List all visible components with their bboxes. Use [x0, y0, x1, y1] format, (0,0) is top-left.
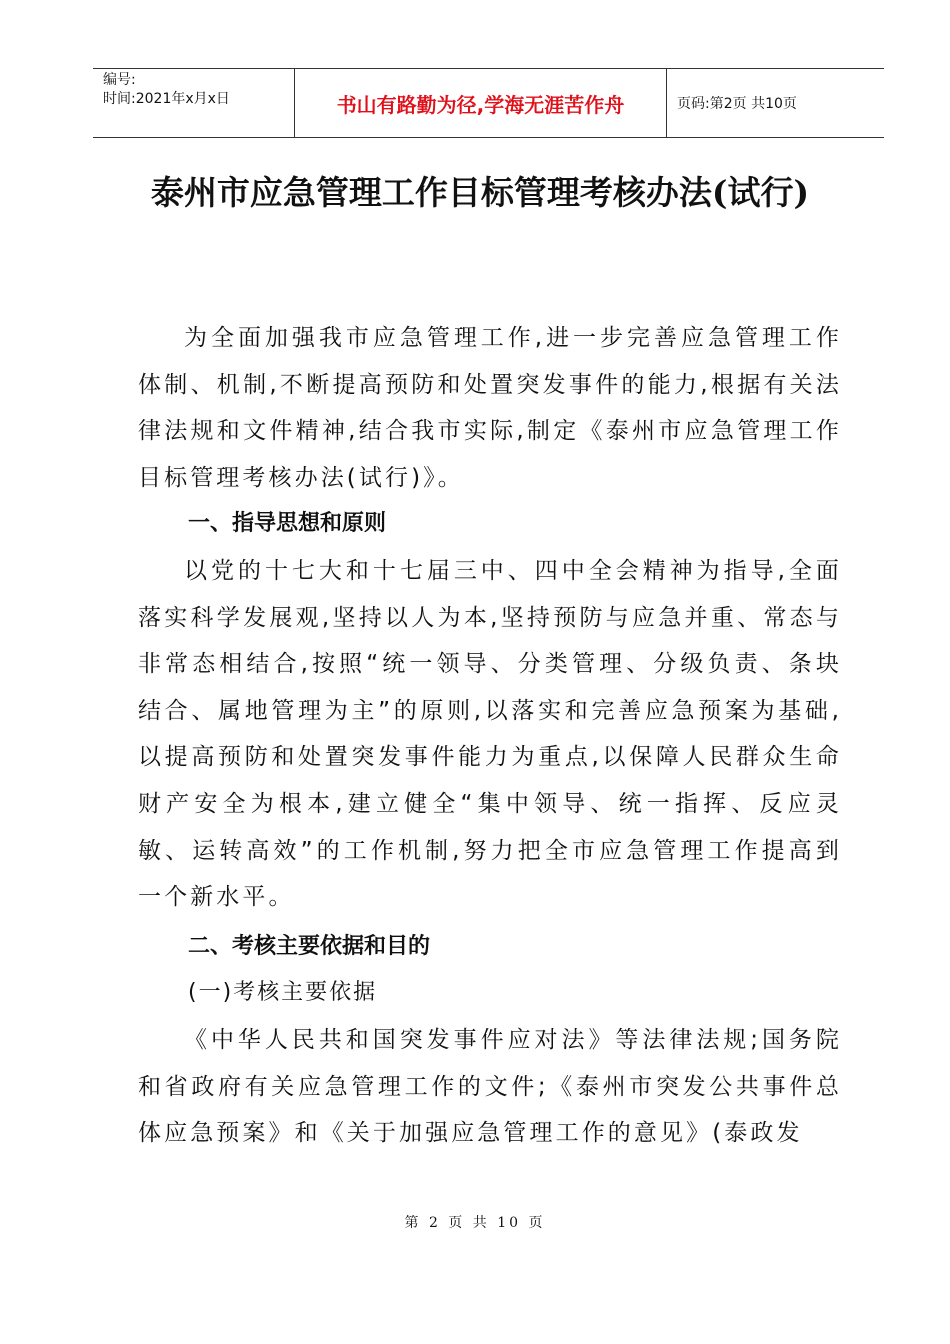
section-heading-2: 二、考核主要依据和目的 [188, 933, 431, 959]
header-motto: 书山有路勤为径,学海无涯苦作舟 [295, 69, 667, 137]
number-label: 编号: [103, 72, 136, 88]
subsection-heading: (一)考核主要依据 [188, 980, 378, 1006]
intro-paragraph: 为全面加强我市应急管理工作,进一步完善应急管理工作体制、机制,不断提高预防和处置突发事件的能力,根据有关法律法规和文件精神,结合我市实际,制定《泰州市应急管理工作目标管理考核办法(试行)》。 [138, 325, 842, 491]
document-body [138, 315, 842, 1157]
document-title: 泰州市应急管理工作目标管理考核办法(试行) [150, 173, 810, 212]
section-paragraph-1: 以党的十七大和十七届三中、四中全会精神为指导,全面落实科学发展观,坚持以人为本,坚持预防与应急并重、常态与非常态相结合,按照“统一领导、分类管理、分级负责、条块结合、属地管理为主”的原则,以落实和完善应急预案为基础,以提高预防和处置突发事件能力为重点,以保障人民群众生命财产安全为根本,建立健全“集中领导、统一指挥、反应灵敏、运转高效”的工作机制,努力把全市应急管理工作提高到一个新水平。 [138, 557, 842, 911]
section-heading-1: 一、指导思想和原则 [188, 511, 387, 537]
section-paragraph-2: 《中华人民共和国突发事件应对法》等法律法规;国务院和省政府有关应急管理工作的文件;《泰州市突发公共事件总体应急预案》和《关于加强应急管理工作的意见》(泰政发 [138, 1026, 842, 1147]
document-header [93, 68, 884, 138]
header-meta [93, 69, 295, 137]
time-label: 时间:2021年x月x日 [103, 91, 230, 107]
header-page-info: 页码:第2页 共10页 [677, 96, 797, 112]
page-footer: 第 2 页 共 10 页 [404, 1215, 546, 1231]
